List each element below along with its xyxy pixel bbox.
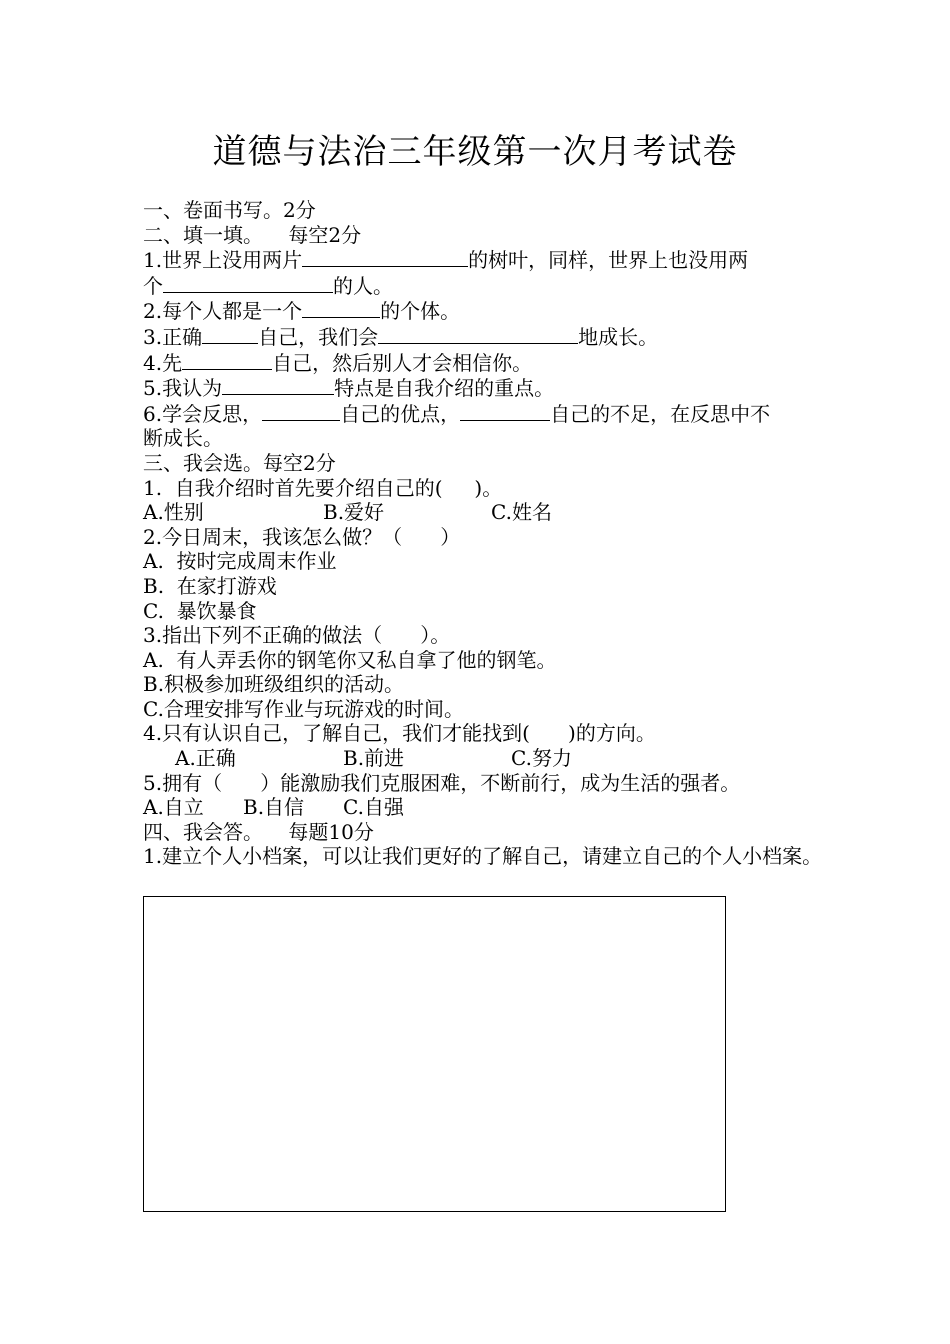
answer-blank[interactable] <box>163 273 333 293</box>
choice-question-5: 5.拥有（ ）能激励我们克服困难，不断前行，成为生活的强者。 <box>143 770 741 795</box>
answer-blank[interactable] <box>302 298 380 318</box>
fill-question-2: 2.每个人都是一个 的个体。 <box>143 299 461 324</box>
exam-body <box>143 198 823 869</box>
option-b[interactable]: B.爱好 <box>323 500 385 525</box>
choice-question-4-options <box>143 746 823 771</box>
exam-title: 道德与法治三年级第一次月考试卷 <box>212 132 738 172</box>
answer-blank[interactable] <box>460 401 550 421</box>
answer-blank[interactable] <box>262 401 340 421</box>
fill-question-3: 3.正确 自己，我们会 地成长。 <box>143 324 659 349</box>
option-a[interactable]: A. 按时完成周末作业 <box>143 549 337 574</box>
choice-question-4: 4.只有认识自己，了解自己，我们才能找到( )的方向。 <box>143 721 656 746</box>
fill-question-5: 5.我认为 特点是自我介绍的重点。 <box>143 376 555 401</box>
choice-question-5-options <box>143 795 823 820</box>
option-c[interactable]: C.合理安排写作业与玩游戏的时间。 <box>143 696 464 721</box>
option-b[interactable]: B. 在家打游戏 <box>143 573 277 598</box>
choice-question-1-options <box>143 500 823 525</box>
option-b[interactable]: B.自信 <box>243 795 305 820</box>
option-c[interactable]: C.自强 <box>343 795 404 820</box>
option-c[interactable]: C. 暴饮暴食 <box>143 598 257 623</box>
choice-question-1: 1. 自我介绍时首先要介绍自己的( )。 <box>143 475 503 500</box>
section-4-heading: 四、我会答。 每题10分 <box>143 819 374 844</box>
section-2-heading: 二、填一填。 每空2分 <box>143 222 362 247</box>
answer-box[interactable] <box>143 896 726 1212</box>
choice-question-2: 2.今日周末，我该怎么做？（ ） <box>143 524 461 549</box>
option-b[interactable]: B.前进 <box>343 746 405 771</box>
answer-question-1: 1.建立个人小档案，可以让我们更好的了解自己，请建立自己的个人小档案。 <box>143 844 823 869</box>
fill-question-6-cont: 断成长。 <box>143 426 223 451</box>
option-a[interactable]: A.性别 <box>143 500 204 525</box>
fill-question-1-cont: 个 的人。 <box>143 273 393 298</box>
option-c[interactable]: C.努力 <box>511 746 572 771</box>
choice-question-3: 3.指出下列不正确的做法（ ）。 <box>143 623 451 648</box>
fill-question-4: 4.先 自己，然后别人才会相信你。 <box>143 350 533 375</box>
answer-blank[interactable] <box>378 324 578 344</box>
option-c[interactable]: C.姓名 <box>491 500 552 525</box>
answer-blank[interactable] <box>222 375 334 395</box>
option-a[interactable]: A.正确 <box>175 746 236 771</box>
answer-blank[interactable] <box>202 324 258 344</box>
fill-question-6: 6.学会反思， 自己的优点， 自己的不足，在反思中不 <box>143 401 771 426</box>
section-1-heading: 一、卷面书写。2分 <box>143 198 316 222</box>
section-3-heading: 三、我会选。每空2分 <box>143 450 336 475</box>
option-b[interactable]: B.积极参加班级组织的活动。 <box>143 672 405 697</box>
answer-blank[interactable] <box>302 247 468 267</box>
option-a[interactable]: A. 有人弄丢你的钢笔你又私自拿了他的钢笔。 <box>143 647 557 672</box>
fill-question-1: 1.世界上没用两片 的树叶，同样，世界上也没用两 <box>143 248 749 273</box>
option-a[interactable]: A.自立 <box>143 795 204 820</box>
answer-blank[interactable] <box>182 350 272 370</box>
